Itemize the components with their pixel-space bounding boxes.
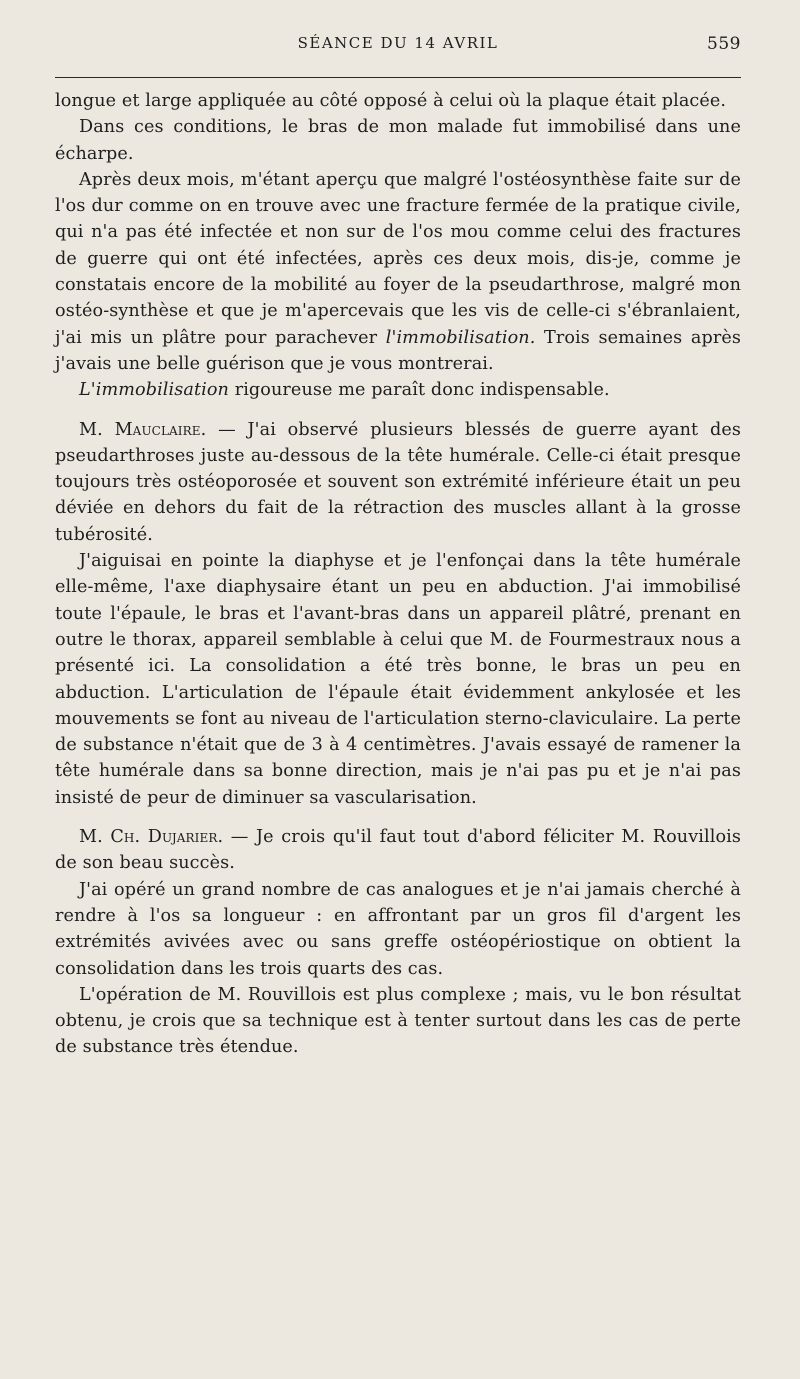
speaker-name: M. Mauclaire. (79, 419, 207, 440)
speaker-name: M. Ch. Dujarier. (79, 827, 224, 848)
paragraph: Dans ces conditions, le bras de mon malade fut immobilisé dans une écharpe. (55, 117, 741, 164)
italic-term: l'immobilisation. (385, 327, 536, 348)
paragraph-intervention (55, 417, 741, 548)
page-number: 559 (707, 34, 741, 54)
paragraph-intervention (55, 824, 741, 877)
italic-term: L'immobilisation (79, 380, 229, 401)
paragraph (55, 167, 741, 377)
paragraph: J'aiguisai en pointe la diaphyse et je l'enfonçai dans la tête humérale elle-même, l'axe diaphysaire étant un peu en abduction. J'ai immobilisé toute l'épaule, le bras et l'avant-bras dans un appareil plâtré, prenant en outre le thorax, appareil semblable à celui que M. de Fourmestraux nous a présenté ici. La consolidation a été très bonne, le bras un peu en abduction. L'articulation de l'épaule était évidemment ankylosée et les mouvements se font au niveau de l'articulation sterno-claviculaire. La perte de substance n'était que de 3 à 4 centimètres. J'avais essayé de ramener la tête humérale dans sa bonne direction, mais je n'ai pas pu et je n'ai pas insisté de peur de diminuer sa vascularisation. (55, 551, 741, 808)
running-header (55, 34, 741, 58)
paragraph-text: Après deux mois, m'étant aperçu que malgré l'ostéosynthèse faite sur de l'os dur comme on en trouve avec une fracture fermée de la pratique civile, qui n'a pas été infectée et non sur de l'os mou comme celui des fractures de guerre qui ont été infectées, après ces deux mois, dis-je, comme je constatais encore de la mobilité au foyer de la pseudarthrose, malgré mon ostéo-synthèse et que je m'apercevais que les vis de celle-ci s'ébranlaient, j'ai mis un plâtre pour parachever (55, 169, 741, 348)
paragraph-text: rigoureuse me paraît donc indispensable. (229, 380, 610, 401)
paragraph-text: — Je crois qu'il faut tout d'abord féliciter M. Rouvillois de son beau succès. (55, 827, 741, 874)
paragraph (55, 377, 741, 403)
paragraph-text: Trois semaines après j'avais une belle guérison que je vous montrerai. (55, 327, 742, 374)
header-rule (55, 77, 741, 78)
body-text (55, 88, 741, 1061)
paragraph-text: — J'ai observé plusieurs blessés de guerre ayant des pseudarthroses juste au-dessous de la tête humérale. Celle-ci était presque toujours très ostéoporosée et souvent son extrémité inférieure était un peu déviée en dehors du fait de la rétraction des muscles allant à la grosse tubérosité. (55, 419, 741, 545)
running-title: SÉANCE DU 14 AVRIL (297, 34, 499, 52)
paragraph-continuation: longue et large appliquée au côté opposé à celui où la plaque était placée. (55, 91, 727, 111)
paragraph: L'opération de M. Rouvillois est plus complexe ; mais, vu le bon résultat obtenu, je crois que sa technique est à tenter surtout dans les cas de perte de substance très étendue. (55, 984, 741, 1058)
paragraph: J'ai opéré un grand nombre de cas analogues et je n'ai jamais cherché à rendre à l'os sa longueur : en affrontant par un gros fil d'argent les extrémités avivées avec ou sans greffe ostéopériostique on obtient la consolidation dans les trois quarts des cas. (55, 879, 741, 979)
